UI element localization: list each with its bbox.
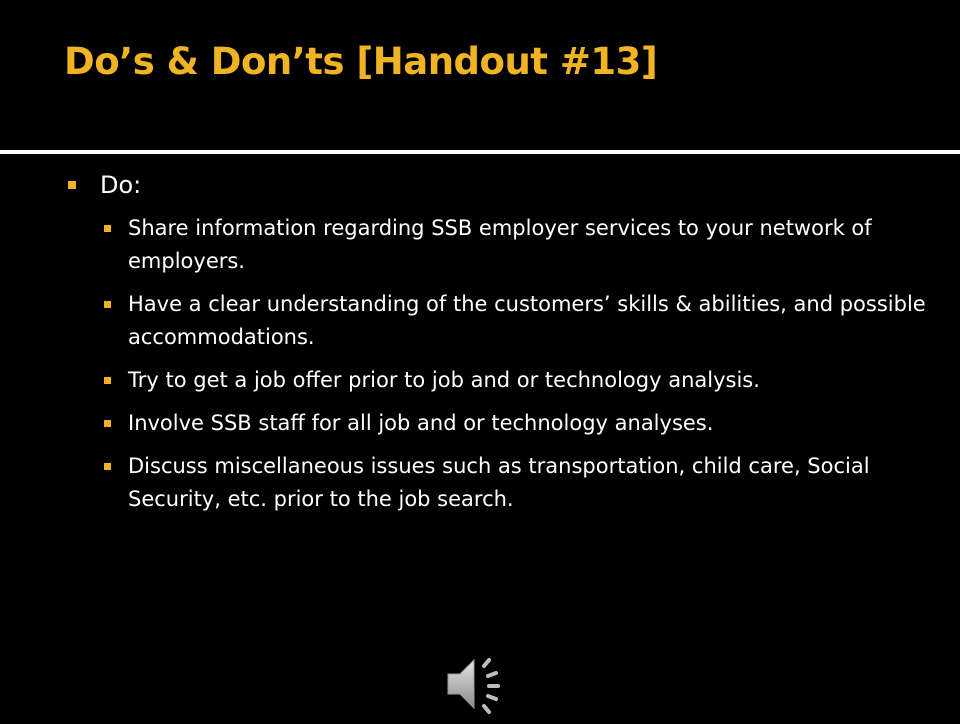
- square-bullet-icon: [104, 301, 111, 308]
- list-item-text: Try to get a job offer prior to job and or technology analysis.: [128, 368, 760, 392]
- list-item-text: Have a clear understanding of the customers’ skills & abilities, and possible accommodations.: [128, 292, 926, 349]
- list-item-text: Discuss miscellaneous issues such as transportation, child care, Social Security, etc. prior to the job search.: [128, 454, 870, 511]
- do-heading: [68, 170, 928, 200]
- slide-title: Do’s & Don’ts [Handout #13]: [64, 40, 658, 83]
- square-bullet-icon: [104, 463, 111, 470]
- square-bullet-icon: [104, 225, 111, 232]
- do-label: Do:: [100, 171, 142, 199]
- list-item: [104, 364, 928, 397]
- do-list: [104, 212, 928, 516]
- slide-content: [68, 170, 928, 526]
- list-item: [104, 288, 928, 354]
- speaker-icon[interactable]: [440, 650, 520, 720]
- title-divider: [0, 150, 960, 154]
- square-bullet-icon: [68, 181, 76, 189]
- list-item-text: Involve SSB staff for all job and or technology analyses.: [128, 411, 714, 435]
- speaker-icon-graphic: [440, 650, 520, 720]
- square-bullet-icon: [104, 377, 111, 384]
- list-item: [104, 407, 928, 440]
- list-item: [104, 450, 928, 516]
- list-item: [104, 212, 928, 278]
- list-item-text: Share information regarding SSB employer services to your network of employers.: [128, 216, 872, 273]
- square-bullet-icon: [104, 420, 111, 427]
